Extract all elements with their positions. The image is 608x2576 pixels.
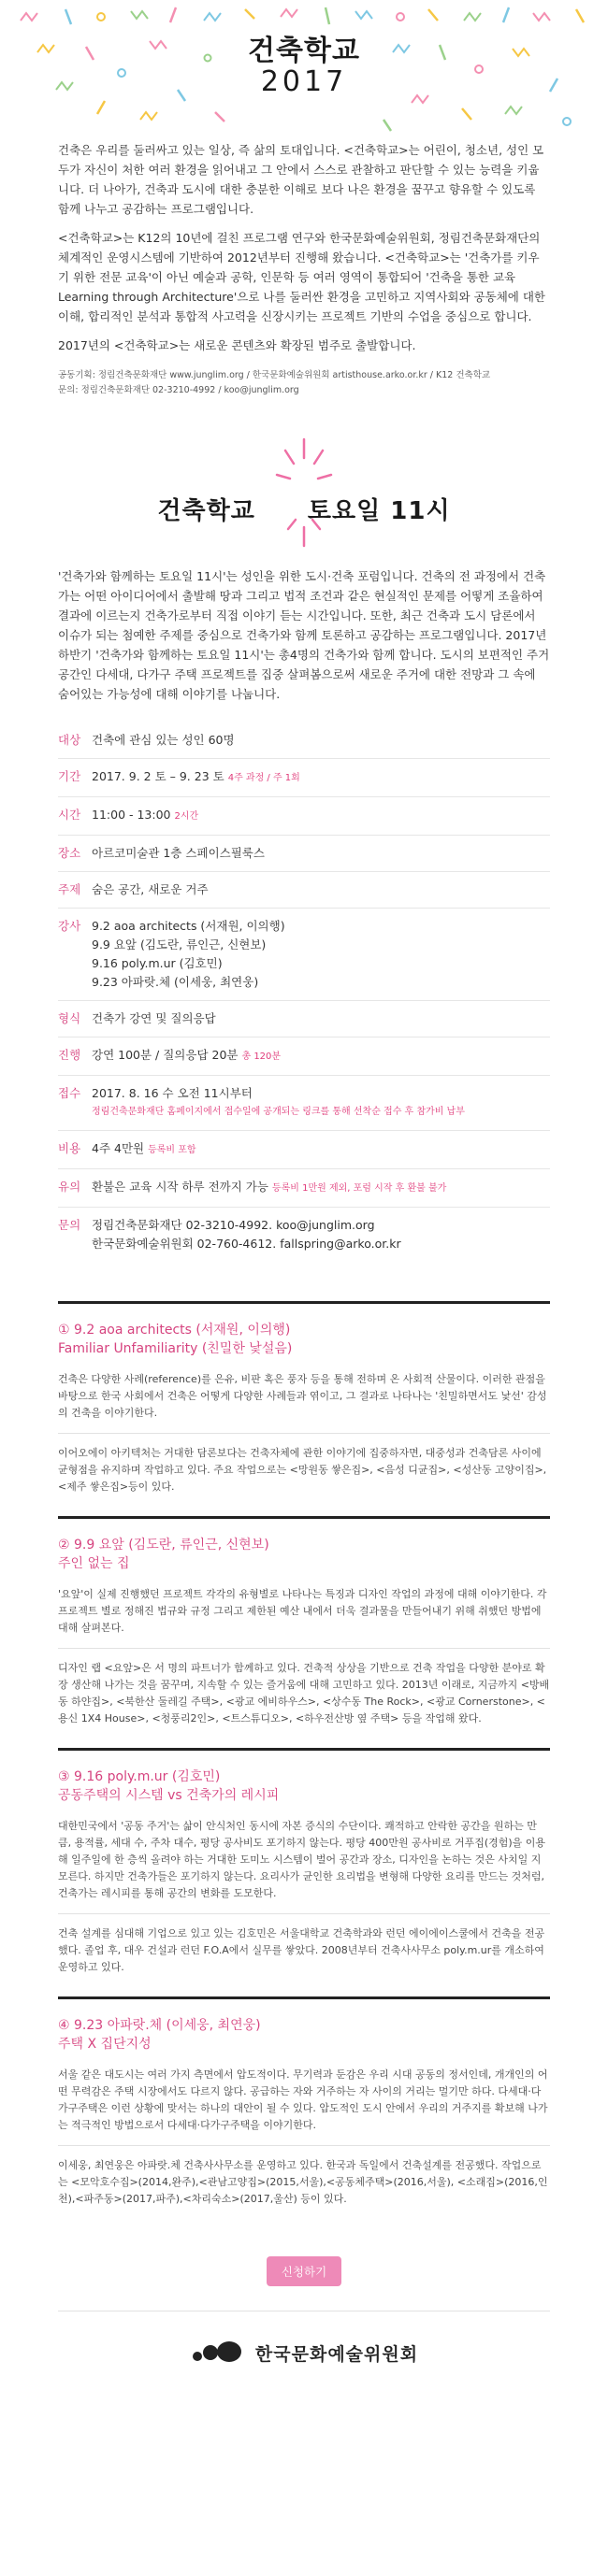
saturday-header (0, 419, 608, 559)
info-key: 형식 (58, 1011, 81, 1025)
info-row-registration (58, 1076, 550, 1131)
info-note: 정림건축문화재단 홈페이지에서 접수일에 공개되는 링크를 통해 선착순 접수 후 참가비 납부 (92, 1107, 465, 1117)
info-key: 장소 (58, 846, 81, 860)
info-key: 강사 (58, 919, 81, 933)
info-value-text: 환불은 교육 시작 하루 전까지 가능 (92, 1180, 268, 1194)
burst-decoration (0, 419, 608, 559)
divider (58, 2145, 550, 2146)
intro-section (0, 140, 608, 355)
footer-logo (0, 2334, 608, 2371)
info-key: 대상 (58, 733, 81, 747)
info-value (92, 1084, 465, 1122)
info-row-progress (58, 1038, 550, 1076)
hero-header (0, 0, 608, 140)
intro-paragraph: 건축은 우리를 둘러싸고 있는 일상, 즉 삶의 토대입니다. <건축학교>는 어린이, 청소년, 성인 모두가 자신이 처한 여러 환경을 읽어내고 그 안에서 스스로 관찰하고 판단할 수 있는 능력을 키웁니다. 더 나아가, 건축과 도시에 대한 충분한 이해로 보다 나은 환경을 꿈꾸고 향유할 수 있도록 함께 나누고 공감하는 프로그램입니다. (58, 143, 544, 216)
hero-title (0, 36, 608, 97)
lecture-paragraph: 이어오에이 아키텍처는 거대한 담론보다는 건축자체에 관한 이야기에 집중하자면, 대중성과 건축담론 사이에 균형점을 유지하며 작업하고 있다. 주요 작업으로는 <망원동 쌓은집>, <음성 디균집>, <성산동 고양이집>, <제주 쌓은집>등이 있다. (58, 1447, 547, 1493)
info-row-fee (58, 1131, 550, 1169)
info-sub: 등록비 포함 (148, 1145, 196, 1155)
info-value (92, 917, 285, 992)
saturday-title-right: 토요일 11시 (307, 497, 451, 525)
lecture-heading: ② 9.9 요앞 (김도란, 류인근, 신현보) (58, 1538, 269, 1553)
info-key: 접수 (58, 1086, 81, 1100)
credit-line: 공동기획: 정림건축문화재단 www.junglim.org / 한국문화예술위원회 artisthouse.arko.or.kr / K12 건축학교 (58, 370, 491, 380)
intro-paragraph: 2017년의 <건축학교>는 새로운 콘텐츠와 확장된 범주로 출발합니다. (58, 338, 416, 352)
info-value (92, 806, 198, 826)
info-row-caution (58, 1169, 550, 1208)
credit-block (0, 365, 608, 398)
lecture-heading: ③ 9.16 poly.m.ur (김호민) (58, 1769, 221, 1784)
hero-title-text: 건축학교 (248, 35, 360, 67)
lecture-subtitle: 주택 X 집단지성 (58, 2037, 152, 2052)
info-value (92, 767, 300, 788)
lecture-block (58, 1301, 550, 1516)
info-value: 숨은 공간, 새로운 거주 (92, 882, 209, 896)
lecturer-line: 9.23 아파랏.체 (이세웅, 최연웅) (92, 975, 259, 989)
contact-line: 정림건축문화재단 02-3210-4992. koo@junglim.org (92, 1218, 375, 1232)
info-key: 시간 (58, 808, 81, 822)
credit-line: 문의: 정림건축문화재단 02-3210-4992 / koo@junglim.org (58, 385, 299, 395)
info-table (58, 723, 550, 1262)
lecture-subtitle: 주인 없는 집 (58, 1556, 130, 1571)
info-value (92, 1046, 281, 1066)
divider (58, 1648, 550, 1649)
info-sub: 4주 과정 / 주 1회 (227, 773, 300, 783)
intro-paragraph: <건축학교>는 K12의 10년에 걸친 프로그램 연구와 한국문화예술위원회, 정림건축문화재단의 체계적인 운영시스템에 기반하여 2012년부터 진행해 왔습니다. <건축학교>는 '건축가를 키우기 위한 전문 교육'이 아닌 예술과 공학, 인문학 등 여러 영역이 통합되어 '건축을 통한 교육 Learning through Architecture'으로 나를 둘러싼 환경을 고민하고 지역사회와 공동체에 대한 이해, 합리적인 분석과 통합적 사고력을 신장시키는 프로젝트 기반의 수업을 중심으로 합니다. (58, 231, 545, 323)
arko-logo-icon (190, 2340, 246, 2366)
info-value (92, 1178, 446, 1198)
apply-button[interactable]: 신청하기 (267, 2256, 341, 2286)
lecture-paragraph: 대한민국에서 '공동 주거'는 삶이 안식처인 동시에 자본 증식의 수단이다. 쾌적하고 안락한 공간을 원하는 만큼, 용적률, 세대 수, 주차 대수, 평당 공사비도 포기하지 않는다. 평당 400만원 공사비로 거푸집(경험)을 이용해 일주일에 한 층씩 올려야 하는 거대한 도미노 시스템이 벌어 공간과 장소, 디자인을 논하는 것은 사치일 지 모른다. 하지만 건축가들은 포기하지 않는다. 요리사가 균인한 요리법을 변형해 다양한 요리를 만드는 것처럼, 건축가는 레시피를 통해 공간의 변화를 도모한다. (58, 1820, 546, 1899)
info-value-text: 4주 4만원 (92, 1141, 145, 1155)
info-value-text: 강연 100분 / 질의응답 20분 (92, 1048, 239, 1062)
info-row-place (58, 836, 550, 872)
info-value-text: 2017. 9. 2 토 – 9. 23 토 (92, 769, 224, 783)
hero-year: 2017 (260, 65, 348, 98)
lecture-paragraph: 서울 같은 대도시는 여러 가지 측면에서 압도적이다. 무기력과 둔감은 우리 시대 공동의 정서인데, 개개인의 어떤 무력감은 주택 시장에서도 다르지 않다. 공급하는 자와 거주하는 자 사이의 거리는 멀기만 하다. 다세대·다가구주택은 이런 상황에 맞서는 하나의 대안이 될 수 있다. 압도적인 도시 안에서 우리의 거주지를 확보해 나가는 적극적인 방법으로서 다세대·다가구주택을 이야기한다. (58, 2068, 548, 2131)
lecturer-line: 9.2 aoa architects (서재원, 이의행) (92, 919, 285, 933)
info-row-lecturers (58, 909, 550, 1001)
saturday-title (0, 492, 608, 526)
info-sub: 등록비 1만원 제외, 포럼 시작 후 환불 불가 (271, 1183, 447, 1194)
info-value-text: 2017. 8. 16 수 오전 11시부터 (92, 1086, 253, 1100)
lecture-block (58, 1996, 550, 2228)
lecturer-line: 9.9 요앞 (김도란, 류인근, 신현보) (92, 937, 267, 952)
apply-section (0, 2256, 608, 2286)
info-key: 주제 (58, 882, 81, 896)
info-key: 유의 (58, 1180, 81, 1194)
lecture-subtitle: 공동주택의 시스템 vs 건축가의 레시피 (58, 1788, 280, 1803)
info-row-time (58, 797, 550, 836)
info-row-period (58, 759, 550, 797)
info-key: 진행 (58, 1048, 81, 1062)
info-key: 문의 (58, 1218, 81, 1232)
lecturer-line: 9.16 poly.m.ur (김호민) (92, 956, 223, 970)
info-row-theme (58, 872, 550, 909)
info-value (92, 1139, 196, 1160)
info-row-target (58, 723, 550, 759)
lecture-subtitle: Familiar Unfamiliarity (친밀한 낯설음) (58, 1341, 293, 1356)
lecture-heading: ④ 9.23 아파랏.체 (이세웅, 최연웅) (58, 2018, 261, 2033)
info-value-text: 11:00 - 13:00 (92, 808, 171, 822)
lecture-paragraph: 디자인 랩 <요앞>은 서 명의 파트너가 함께하고 있다. 건축적 상상을 기반으로 건축 작업을 다양한 분야로 확장 생산해 나가는 것을 꿈꾸며, 지속할 수 있는 즐거움에 대해 고민하고 있다. 2013년 이래로, 지금까지 <방배동 하얀집>, <북한산 둘레길 주택>, <광교 에비하우스>, <상수동 The Rock>, <광교 Cornerstone>, <용신 1X4 House>, <청풍리2인>, <트스튜디오>, <하우전산방 옆 주택> 등을 작업해 왔다. (58, 1662, 550, 1724)
info-sub: 2시간 (174, 811, 199, 822)
info-row-contact (58, 1208, 550, 1262)
info-value: 건축에 관심 있는 성인 60명 (92, 733, 235, 747)
footer-org-name: 한국문화예술위원회 (254, 2343, 419, 2365)
divider (58, 1433, 550, 1434)
saturday-title-left: 건축학교 (157, 497, 255, 525)
info-key: 기간 (58, 769, 81, 783)
lecture-heading: ① 9.2 aoa architects (서재원, 이의행) (58, 1323, 291, 1338)
contact-line: 한국문화예술위원회 02-760-4612. fallspring@arko.or.kr (92, 1237, 401, 1251)
divider (58, 1913, 550, 1914)
info-value: 건축가 강연 및 질의응답 (92, 1011, 216, 1025)
info-value: 아르코미술관 1층 스페이스필룩스 (92, 846, 265, 860)
lecture-paragraph: 이세웅, 최연웅은 아파랏.체 건축사사무소를 운영하고 있다. 한국과 독일에서 건축설계를 전공했다. 작업으로는 <모악호수집>(2014,완주),<관남고양집>(2015,서울),<공동체주택>(2016,서울), <소래집>(2016,인천),<파주동>(2017,파주),<차리숙소>(2017,울산) 등이 있다. (58, 2159, 548, 2205)
info-key: 비용 (58, 1141, 81, 1155)
lecture-block (58, 1516, 550, 1748)
lecture-block (58, 1748, 550, 1996)
info-sub: 총 120분 (241, 1052, 282, 1062)
lecture-paragraph: 건축은 다양한 사례(reference)를 은유, 비판 혹은 풍자 등을 통해 전하며 온 사회적 산물이다. 이러한 관점을 바탕으로 한국 사회에서 건축은 어떻게 다양한 사례들과 엮이고, 그 결과로 나타나는 '친밀하면서도 낯선' 감성의 건축을 이야기한다. (58, 1373, 547, 1419)
lecture-paragraph: '요앞'이 실제 진행했던 프로젝트 각각의 유형별로 나타나는 특징과 디자인 작업의 과정에 대해 이야기한다. 각 프로젝트 별로 정해진 법규와 규정 그리고 제한된 예산 내에서 더욱 결과물을 만들어내기 위해 취했던 방법에 대해 살펴본다. (58, 1588, 547, 1634)
info-row-format (58, 1001, 550, 1038)
info-value (92, 1216, 401, 1253)
lecture-paragraph: 건축 설계를 심대해 기업으로 있고 있는 김호민은 서울대학교 건축학과와 런던 에이에이스쿨에서 건축을 전공했다. 졸업 후, 대우 건설과 런던 F.O.A에서 실무를 쌓았다. 2008년부터 건축사사무소 poly.m.ur를 개소하여 운영하고 있다. (58, 1927, 545, 1973)
saturday-description: '건축가와 함께하는 토요일 11시'는 성인을 위한 도시·건축 포럼입니다. 건축의 전 과정에서 건축가는 어떤 아이디어에서 출발해 땅과 그리고 법적 조건과 같은 현실적인 문제를 어떻게 조율하여 결과에 이르는지 건축가로부터 직접 이야기 듣는 시간입니다. 또한, 최근 건축과 도시 담론에서 이슈가 되는 첨예한 주제를 중심으로 건축가와 함께 토론하고 공감하는 프로그램입니다. 2017년 하반기 '건축가와 함께하는 토요일 11시'는 총4명의 건축가와 함께 합니다. 도시의 보편적인 주거 공간인 다세대, 다가구 주택 프로젝트를 집중 살펴봄으로써 새로운 주거에 대한 전망과 그 속에 숨어있는 가능성에 대해 이야기를 나눕니다. (58, 569, 550, 701)
